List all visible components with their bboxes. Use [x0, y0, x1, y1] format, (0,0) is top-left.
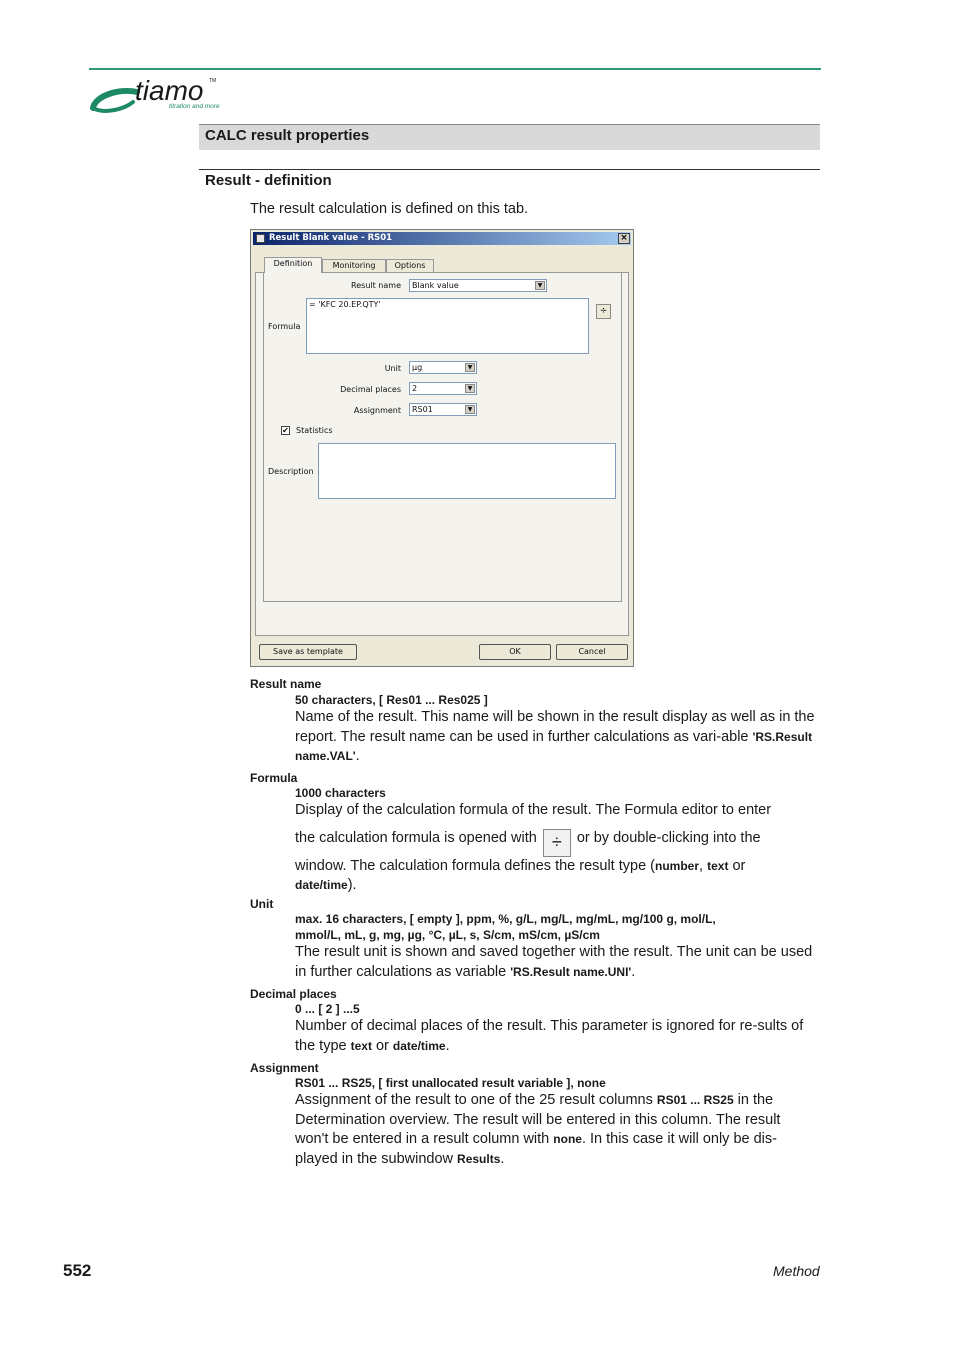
- term-assignment: Assignment: [250, 1061, 319, 1075]
- desc-decimal-places: Number of decimal places of the result. This parameter is ignored for re-sults of the type text or date/time.: [295, 1018, 804, 1054]
- decimal-places-label: Decimal places: [340, 385, 401, 394]
- chapter-name: Method: [773, 1263, 820, 1279]
- term-decimal-places: Decimal places: [250, 987, 337, 1001]
- tab-monitoring[interactable]: Monitoring: [322, 259, 386, 272]
- result-name-label: Result name: [351, 281, 401, 290]
- header-rule: [89, 68, 821, 70]
- range-unit-b: mmol/L, mL, g, mg, µg, °C, µL, s, S/cm, mS/cm, µS/cm: [295, 928, 600, 942]
- page-number: 552: [63, 1261, 92, 1280]
- term-unit: Unit: [250, 897, 274, 911]
- description-field[interactable]: [318, 443, 616, 499]
- decimal-places-value: 2: [412, 384, 418, 393]
- chevron-down-icon[interactable]: ▼: [465, 405, 475, 414]
- formula-editor-button[interactable]: ÷: [596, 304, 611, 319]
- save-as-template-button[interactable]: Save as template: [259, 644, 357, 660]
- subsection-title: Result - definition: [205, 172, 332, 189]
- dialog-title: Result Blank value - RS01: [269, 233, 393, 243]
- svg-text:titration and more: titration and more: [169, 103, 220, 110]
- dialog-titlebar: [253, 232, 631, 245]
- svg-text:tiamo: tiamo: [135, 75, 204, 106]
- desc-result-name: Name of the result. This name will be shown in the result display as well as in the report. The result name can be used in further calculations as vari-able 'RS.Result name.VAL'.: [295, 709, 815, 764]
- tab-options[interactable]: Options: [386, 259, 434, 272]
- range-result-name: 50 characters, [ Res01 ... Res025 ]: [295, 693, 488, 707]
- range-formula: 1000 characters: [295, 786, 386, 800]
- desc-formula: Display of the calculation formula of the result. The Formula editor to enter the calculation formula is opened with ÷ or by double-clicking into the window. The calculation formula defines the result type (number, text or date/time).: [295, 802, 772, 893]
- chevron-down-icon[interactable]: ▼: [465, 363, 475, 372]
- range-decimal-places: 0 ... [ 2 ] ...5: [295, 1002, 360, 1016]
- result-name-value: Blank value: [412, 281, 459, 290]
- description-label: Description: [268, 467, 314, 476]
- ok-button[interactable]: OK: [479, 644, 551, 660]
- unit-value: µg: [412, 363, 423, 372]
- close-button[interactable]: ×: [618, 233, 630, 244]
- statistics-checkbox[interactable]: ✔: [282, 426, 289, 435]
- tab-definition[interactable]: Definition: [264, 257, 322, 273]
- assignment-value: RS01: [412, 405, 433, 414]
- range-unit-a: max. 16 characters, [ empty ], ppm, %, g/L, mg/L, mg/mL, mg/100 g, mol/L,: [295, 912, 716, 926]
- decimal-places-field[interactable]: [409, 382, 477, 395]
- assignment-field[interactable]: [409, 403, 477, 416]
- formula-editor-icon: ÷: [543, 829, 571, 857]
- intro-text: The result calculation is defined on this tab.: [250, 201, 529, 217]
- desc-unit: The result unit is shown and saved together with the result. The unit can be used in further calculations as variable 'RS.Result name.UNI'.: [295, 944, 813, 980]
- term-result-name: Result name: [250, 677, 322, 691]
- subsection-rule: [199, 169, 820, 170]
- result-name-field[interactable]: [409, 279, 547, 292]
- desc-assignment: Assignment of the result to one of the 25 result columns RS01 ... RS25 in the Determination overview. The result will be entered in this column. The result won't be entered in a result column with none. In this case it will only be dis-played in the subwindow Results.: [295, 1092, 781, 1167]
- svg-text:TM: TM: [209, 78, 217, 84]
- range-assignment: RS01 ... RS25, [ first unallocated result variable ], none: [295, 1076, 606, 1090]
- chevron-down-icon[interactable]: ▼: [465, 384, 475, 393]
- result-dialog: [250, 229, 634, 667]
- formula-field[interactable]: = 'KFC 20.EP.QTY': [306, 298, 589, 354]
- chevron-down-icon[interactable]: ▼: [535, 281, 545, 290]
- tiamo-logo: [89, 72, 239, 118]
- window-icon: [256, 234, 265, 243]
- cancel-button[interactable]: Cancel: [556, 644, 628, 660]
- unit-field[interactable]: [409, 361, 477, 374]
- section-title: CALC result properties: [205, 127, 370, 144]
- formula-label: Formula: [268, 322, 301, 331]
- assignment-label: Assignment: [353, 406, 401, 415]
- statistics-label: Statistics: [296, 426, 333, 435]
- term-formula: Formula: [250, 771, 298, 785]
- unit-label: Unit: [384, 364, 401, 373]
